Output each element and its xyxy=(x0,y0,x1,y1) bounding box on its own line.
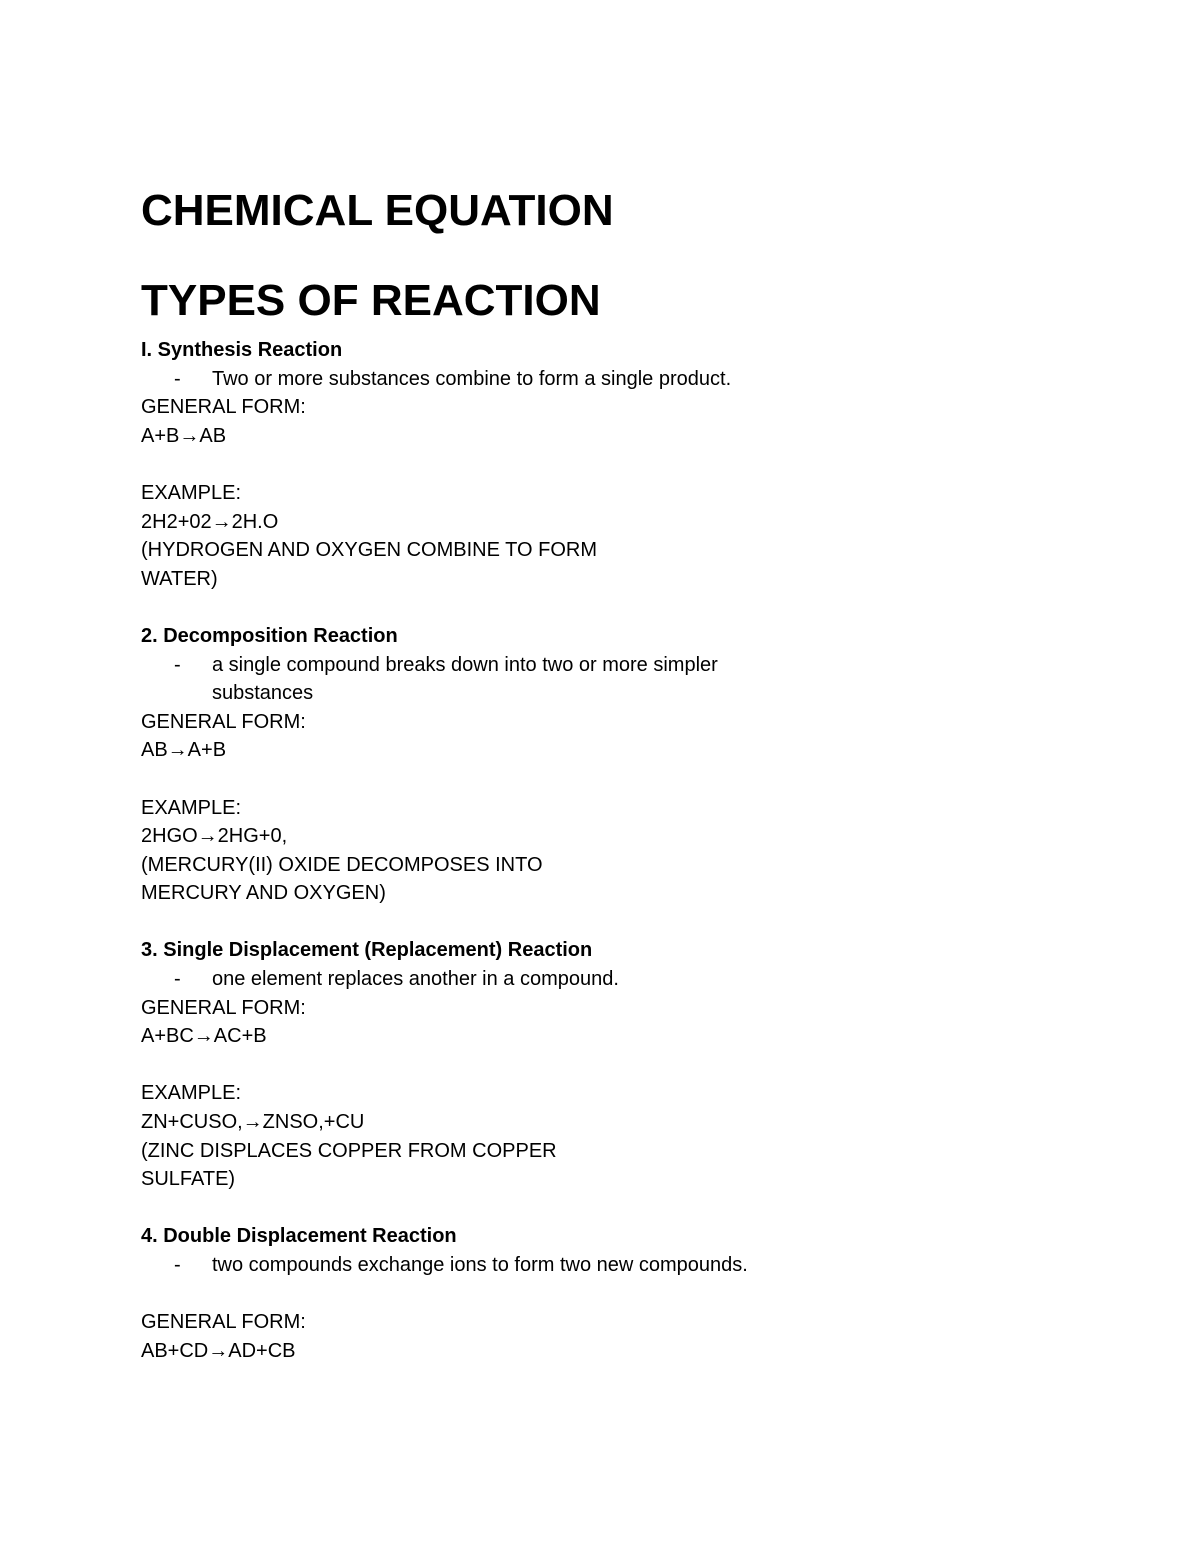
bullet-marker: - xyxy=(174,1254,181,1276)
section-synthesis xyxy=(141,336,1041,622)
example-label: EXAMPLE: xyxy=(141,481,242,504)
bullet-text: Two or more substances combine to form a single product. xyxy=(212,367,732,390)
bullet-marker: - xyxy=(174,968,181,991)
bullet-text: a single compound breaks down into two or more simpler substances xyxy=(212,653,718,705)
example-label: EXAMPLE: xyxy=(141,1082,242,1105)
section-heading: I. Synthesis Reaction xyxy=(141,339,343,361)
spacer xyxy=(141,765,1041,794)
document-title: CHEMICAL EQUATION xyxy=(141,186,614,235)
general-form-label: GENERAL FORM: xyxy=(141,996,306,1019)
general-form-label: GENERAL FORM: xyxy=(141,396,306,419)
example-label: EXAMPLE: xyxy=(141,796,242,819)
spacer xyxy=(141,1194,1041,1223)
spacer xyxy=(141,908,1041,937)
bullet-marker: - xyxy=(174,367,181,390)
general-form-equation: AB→A+B xyxy=(141,739,227,762)
spacer xyxy=(141,1280,1041,1309)
section-description xyxy=(141,651,1041,708)
general-form-equation: A+B→AB xyxy=(141,424,227,447)
spacer xyxy=(141,450,1041,479)
example-note: MERCURY AND OXYGEN) xyxy=(141,882,386,905)
example-equation: ZN+CUSO,→ZNSO,+CU xyxy=(141,1111,365,1134)
example-note: (ZINC DISPLACES COPPER FROM COPPER xyxy=(141,1139,557,1162)
section-single-displacement xyxy=(141,936,1041,1222)
bullet-text: one element replaces another in a compound. xyxy=(212,968,619,991)
section-heading: 4. Double Displacement Reaction xyxy=(141,1225,457,1248)
section-description xyxy=(141,965,1041,994)
bullet-marker: - xyxy=(174,653,181,676)
spacer xyxy=(141,593,1041,622)
section-description xyxy=(141,365,1041,394)
section-decomposition xyxy=(141,622,1041,937)
section-double-displacement xyxy=(141,1222,1041,1365)
example-equation: 2HGO→2HG+0, xyxy=(141,825,288,848)
example-note: SULFATE) xyxy=(141,1168,236,1191)
section-description xyxy=(141,1251,1041,1280)
general-form-label: GENERAL FORM: xyxy=(141,1311,306,1334)
general-form-label: GENERAL FORM: xyxy=(141,710,306,733)
general-form-equation: A+BC→AC+B xyxy=(141,1025,267,1048)
example-note: WATER) xyxy=(141,567,218,590)
example-equation: 2H2+02→2H.O xyxy=(141,510,279,533)
section-heading: 3. Single Displacement (Replacement) Reaction xyxy=(141,939,593,962)
example-note: (MERCURY(II) OXIDE DECOMPOSES INTO xyxy=(141,853,543,876)
general-form-equation: AB+CD→AD+CB xyxy=(141,1339,296,1362)
example-note: (HYDROGEN AND OXYGEN COMBINE TO FORM xyxy=(141,539,597,562)
bullet-text: two compounds exchange ions to form two new compounds. xyxy=(212,1254,748,1276)
document-body xyxy=(141,336,1041,1365)
spacer xyxy=(141,1051,1041,1080)
section-heading: 2. Decomposition Reaction xyxy=(141,624,398,647)
document-subtitle: TYPES OF REACTION xyxy=(141,276,601,325)
